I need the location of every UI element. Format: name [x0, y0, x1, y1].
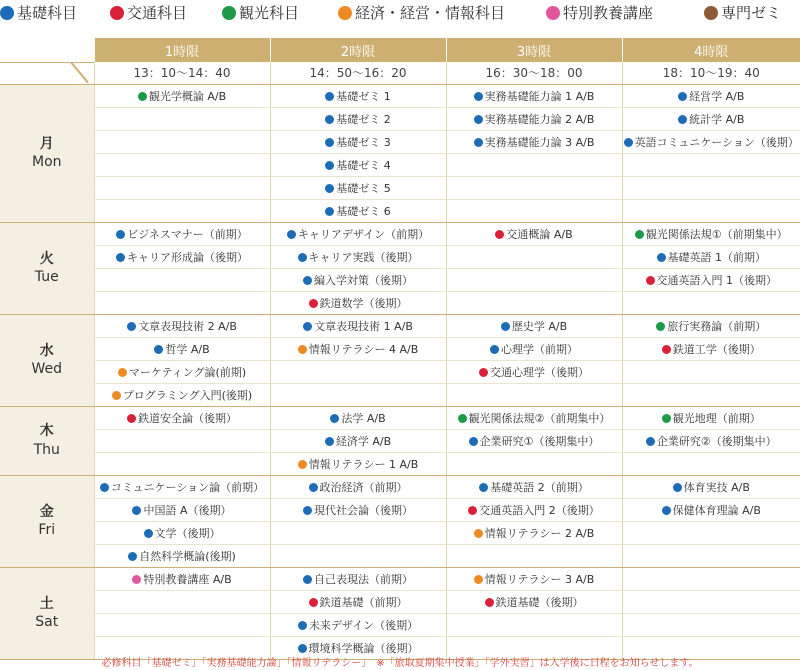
- course-cell: [446, 176, 622, 199]
- course-cell: [446, 268, 622, 291]
- blue-dot-icon: [624, 138, 633, 147]
- course-name: 体育実技 A/B: [683, 480, 750, 494]
- course-name: 観光学概論 A/B: [148, 89, 227, 103]
- course-cell: [622, 544, 800, 567]
- pink-dot-icon: [546, 6, 560, 20]
- day-row: [0, 199, 800, 222]
- day-kanji: 金: [39, 503, 54, 520]
- day-row: [0, 245, 800, 268]
- course-cell: [446, 199, 622, 222]
- legend-item: [0, 2, 77, 23]
- day-row: [0, 130, 800, 153]
- day-row: [0, 475, 800, 498]
- course-cell: [622, 521, 800, 544]
- course-cell: [446, 383, 622, 406]
- course-name: 中国語 A（後期）: [143, 503, 232, 517]
- green-dot-icon: [138, 92, 147, 101]
- course-cell: [622, 406, 800, 429]
- course-cell: [446, 314, 622, 337]
- course-cell: [270, 314, 446, 337]
- course-name: 哲学 A/B: [165, 342, 210, 356]
- red-dot-icon: [110, 6, 124, 20]
- course-name: 環境科学概論（後期）: [308, 641, 419, 655]
- day-row: [0, 406, 800, 429]
- green-dot-icon: [635, 230, 644, 239]
- day-row: [0, 383, 800, 406]
- course-cell: [446, 291, 622, 314]
- legend-item: [546, 2, 653, 23]
- course-cell: [270, 291, 446, 314]
- course-name: 文章表現技術 2 A/B: [138, 319, 237, 333]
- course-cell: [94, 452, 270, 475]
- day-label-cell: [0, 406, 94, 475]
- course-name: 特別教養講座 A/B: [143, 572, 232, 586]
- green-dot-icon: [656, 322, 665, 331]
- course-name: 保健体育理論 A/B: [672, 503, 761, 517]
- course-name: 実務基礎能力論 3 A/B: [484, 135, 595, 149]
- day-label-cell: [0, 314, 94, 406]
- course-cell: [270, 429, 446, 452]
- course-name: 企業研究②（後期集中）: [656, 434, 777, 448]
- period-3-time: 16：30〜18：00: [446, 62, 622, 84]
- red-dot-icon: [662, 345, 671, 354]
- corner-cell: [0, 38, 94, 62]
- course-name: 交通英語入門 2（後期）: [479, 503, 600, 517]
- day-english: Tue: [34, 269, 59, 285]
- course-cell: [94, 475, 270, 498]
- course-cell: [94, 222, 270, 245]
- course-cell: [270, 590, 446, 613]
- period-header-row: [0, 38, 800, 62]
- course-cell: [94, 107, 270, 130]
- course-cell: [270, 199, 446, 222]
- blue-dot-icon: [662, 506, 671, 515]
- blue-dot-icon: [474, 115, 483, 124]
- legend-label: 基礎科目: [17, 4, 78, 22]
- course-cell: [446, 613, 622, 636]
- course-name: 観光地理（前期）: [672, 411, 761, 425]
- course-name: マーケティング論(前期): [128, 365, 247, 379]
- period-4-time: 18：10〜19：40: [622, 62, 800, 84]
- course-cell: [94, 176, 270, 199]
- course-name: 実務基礎能力論 2 A/B: [484, 112, 595, 126]
- red-dot-icon: [646, 276, 655, 285]
- course-name: キャリアデザイン（前期）: [297, 227, 430, 241]
- course-cell: [622, 314, 800, 337]
- legend-item: [222, 2, 299, 23]
- orange-dot-icon: [474, 529, 483, 538]
- blue-dot-icon: [469, 437, 478, 446]
- blue-dot-icon: [646, 437, 655, 446]
- orange-dot-icon: [298, 460, 307, 469]
- day-label-cell: [0, 84, 94, 222]
- course-cell: [446, 521, 622, 544]
- course-cell: [94, 291, 270, 314]
- course-cell: [94, 498, 270, 521]
- day-label-cell: [0, 475, 94, 567]
- period-2-header: 2時限: [270, 38, 446, 62]
- legend-label: 交通科目: [127, 4, 188, 22]
- blue-dot-icon: [298, 621, 307, 630]
- course-cell: [446, 107, 622, 130]
- course-cell: [270, 406, 446, 429]
- course-cell: [622, 107, 800, 130]
- course-cell: [446, 222, 622, 245]
- day-english: Thu: [33, 441, 60, 458]
- course-cell: [94, 521, 270, 544]
- course-name: 基礎ゼミ 3: [336, 135, 391, 149]
- blue-dot-icon: [474, 138, 483, 147]
- course-name: 交通英語入門 1（後期）: [656, 273, 777, 287]
- course-name: 基礎英語 1（前期）: [667, 250, 766, 264]
- blue-dot-icon: [128, 552, 137, 561]
- course-cell: [622, 383, 800, 406]
- brown-dot-icon: [704, 6, 718, 20]
- course-name: 実務基礎能力論 1 A/B: [484, 89, 595, 103]
- blue-dot-icon: [325, 437, 334, 446]
- blue-dot-icon: [678, 115, 687, 124]
- blue-dot-icon: [490, 345, 499, 354]
- blue-dot-icon: [303, 276, 312, 285]
- course-cell: [270, 245, 446, 268]
- orange-dot-icon: [118, 368, 127, 377]
- course-name: 統計学 A/B: [689, 112, 745, 126]
- period-4-header: 4時限: [622, 38, 800, 62]
- course-name: 自己表現法（前期）: [314, 572, 413, 586]
- course-name: キャリア形成論（後期）: [127, 250, 248, 264]
- course-name: 文学（後期）: [154, 526, 221, 540]
- blue-dot-icon: [154, 345, 163, 354]
- course-cell: [270, 567, 446, 590]
- course-name: キャリア実践（後期）: [308, 250, 419, 264]
- blue-dot-icon: [116, 230, 125, 239]
- course-name: 英語コミュニケーション（後期）: [634, 135, 799, 149]
- orange-dot-icon: [338, 6, 352, 20]
- course-cell: [622, 337, 800, 360]
- course-cell: [270, 130, 446, 153]
- green-dot-icon: [458, 414, 467, 423]
- course-cell: [270, 107, 446, 130]
- course-cell: [622, 498, 800, 521]
- period-1-time: 13：10〜14：40: [94, 62, 270, 84]
- course-name: 基礎ゼミ 5: [336, 181, 391, 195]
- course-name: 情報リテラシー 1 A/B: [308, 457, 419, 471]
- day-row: [0, 544, 800, 567]
- day-kanji: 木: [39, 423, 54, 440]
- day-row: [0, 337, 800, 360]
- corner-cell-2: [0, 62, 94, 84]
- course-cell: [622, 199, 800, 222]
- green-dot-icon: [662, 414, 671, 423]
- course-cell: [94, 613, 270, 636]
- course-name: 観光関係法規①（前期集中）: [645, 227, 788, 241]
- blue-dot-icon: [325, 161, 334, 170]
- course-name: 情報リテラシー 4 A/B: [308, 342, 419, 356]
- subject-legend: [0, 0, 800, 26]
- course-name: 歴史学 A/B: [511, 319, 568, 333]
- course-name: 企業研究①（後期集中）: [479, 434, 600, 448]
- blue-dot-icon: [325, 115, 334, 124]
- day-english: Mon: [31, 154, 62, 170]
- day-row: [0, 153, 800, 176]
- course-cell: [94, 590, 270, 613]
- course-cell: [622, 613, 800, 636]
- course-cell: [446, 475, 622, 498]
- blue-dot-icon: [132, 506, 141, 515]
- course-name: 鉄道基礎（前期）: [319, 595, 408, 609]
- day-row: [0, 521, 800, 544]
- course-cell: [270, 222, 446, 245]
- course-cell: [94, 544, 270, 567]
- blue-dot-icon: [474, 92, 483, 101]
- course-cell: [446, 498, 622, 521]
- blue-dot-icon: [330, 414, 339, 423]
- course-name: 情報リテラシー 2 A/B: [484, 526, 595, 540]
- course-cell: [446, 337, 622, 360]
- course-cell: [270, 84, 446, 107]
- course-cell: [622, 222, 800, 245]
- course-cell: [94, 153, 270, 176]
- legend-label: 専門ゼミ: [721, 4, 782, 22]
- course-name: プログラミング入門(後期): [122, 388, 253, 402]
- course-cell: [622, 130, 800, 153]
- blue-dot-icon: [303, 575, 312, 584]
- course-name: 基礎ゼミ 4: [336, 158, 391, 172]
- course-cell: [94, 383, 270, 406]
- course-cell: [270, 613, 446, 636]
- blue-dot-icon: [673, 483, 682, 492]
- course-cell: [622, 291, 800, 314]
- course-cell: [270, 337, 446, 360]
- day-row: [0, 429, 800, 452]
- blue-dot-icon: [479, 483, 488, 492]
- day-row: [0, 314, 800, 337]
- course-name: 自然科学概論(後期): [139, 549, 236, 563]
- course-cell: [270, 383, 446, 406]
- course-cell: [270, 521, 446, 544]
- day-row: [0, 268, 800, 291]
- course-cell: [94, 406, 270, 429]
- blue-dot-icon: [127, 322, 136, 331]
- course-cell: [94, 360, 270, 383]
- course-name: 鉄道数学（後期）: [319, 296, 408, 310]
- course-cell: [622, 268, 800, 291]
- day-row: [0, 590, 800, 613]
- course-cell: [446, 429, 622, 452]
- blue-dot-icon: [325, 138, 334, 147]
- course-cell: [622, 452, 800, 475]
- course-cell: [94, 245, 270, 268]
- course-cell: [94, 337, 270, 360]
- course-cell: [94, 567, 270, 590]
- blue-dot-icon: [657, 253, 666, 262]
- red-dot-icon: [127, 414, 136, 423]
- day-kanji: 月: [39, 135, 54, 152]
- course-name: ビジネスマナー（前期）: [127, 227, 248, 241]
- blue-dot-icon: [303, 506, 312, 515]
- course-cell: [270, 360, 446, 383]
- course-name: 基礎ゼミ 1: [336, 89, 391, 103]
- footnote: 必修科目「基礎ゼミ」「実務基礎能力論」「情報リテラシー」 ※「旅取夏期集中授業」「学外実習」は入学後に日程をお知らせします。: [101, 658, 699, 669]
- course-cell: [622, 429, 800, 452]
- course-cell: [622, 245, 800, 268]
- course-name: 政治経済（前期）: [319, 480, 408, 494]
- course-cell: [622, 590, 800, 613]
- course-name: 観光関係法規②（前期集中）: [468, 411, 611, 425]
- course-cell: [446, 590, 622, 613]
- course-cell: [94, 84, 270, 107]
- course-name: 基礎ゼミ 2: [336, 112, 391, 126]
- day-row: [0, 222, 800, 245]
- legend-item: [338, 2, 505, 23]
- course-cell: [94, 429, 270, 452]
- blue-dot-icon: [287, 230, 296, 239]
- course-name: 旅行実務論（前期）: [667, 319, 767, 333]
- course-name: 鉄道安全論（後期）: [138, 411, 237, 425]
- course-cell: [622, 84, 800, 107]
- red-dot-icon: [485, 598, 494, 607]
- course-cell: [446, 360, 622, 383]
- day-row: [0, 360, 800, 383]
- course-cell: [446, 406, 622, 429]
- day-row: [0, 498, 800, 521]
- course-cell: [94, 130, 270, 153]
- day-row: [0, 567, 800, 590]
- course-cell: [622, 153, 800, 176]
- day-english: Wed: [31, 361, 63, 377]
- orange-dot-icon: [298, 345, 307, 354]
- blue-dot-icon: [303, 322, 312, 331]
- course-name: 鉄道基礎（後期）: [495, 595, 584, 609]
- course-name: 未来デザイン（後期）: [308, 618, 419, 632]
- course-name: 編入学対策（後期）: [314, 273, 413, 287]
- blue-dot-icon: [501, 322, 510, 331]
- course-cell: [446, 245, 622, 268]
- day-row: [0, 452, 800, 475]
- course-name: 基礎ゼミ 6: [336, 204, 391, 218]
- timetable-body: [0, 84, 800, 659]
- course-cell: [446, 153, 622, 176]
- course-name: 現代社会論（後期）: [314, 503, 413, 517]
- course-name: 情報リテラシー 3 A/B: [484, 572, 595, 586]
- red-dot-icon: [309, 598, 318, 607]
- blue-dot-icon: [0, 6, 14, 20]
- period-2-time: 14：50〜16：20: [270, 62, 446, 84]
- day-kanji: 水: [39, 342, 54, 359]
- day-row: [0, 176, 800, 199]
- red-dot-icon: [479, 368, 488, 377]
- day-row: [0, 291, 800, 314]
- orange-dot-icon: [112, 391, 121, 400]
- day-row: [0, 84, 800, 107]
- red-dot-icon: [495, 230, 504, 239]
- course-cell: [270, 498, 446, 521]
- course-name: 交通心理学（後期）: [490, 365, 589, 379]
- day-row: [0, 107, 800, 130]
- course-cell: [270, 452, 446, 475]
- course-cell: [94, 314, 270, 337]
- course-cell: [270, 268, 446, 291]
- day-label-cell: [0, 222, 94, 314]
- period-1-header: 1時限: [94, 38, 270, 62]
- legend-item: [704, 2, 781, 23]
- pink-dot-icon: [132, 575, 141, 584]
- legend-item: [110, 2, 187, 23]
- blue-dot-icon: [678, 92, 687, 101]
- course-cell: [446, 567, 622, 590]
- course-name: 心理学（前期）: [501, 342, 578, 356]
- day-english: Sat: [35, 614, 59, 630]
- course-name: 基礎英語 2（前期）: [490, 480, 589, 494]
- course-name: 文章表現技術 1 A/B: [314, 319, 413, 333]
- course-name: 経営学 A/B: [689, 89, 745, 103]
- blue-dot-icon: [298, 253, 307, 262]
- blue-dot-icon: [325, 207, 334, 216]
- course-cell: [94, 268, 270, 291]
- course-cell: [622, 360, 800, 383]
- course-cell: [270, 153, 446, 176]
- period-3-header: 3時限: [446, 38, 622, 62]
- blue-dot-icon: [144, 529, 153, 538]
- course-name: 経済学 A/B: [335, 434, 392, 448]
- red-dot-icon: [468, 506, 477, 515]
- legend-label: 特別教養講座: [563, 4, 654, 22]
- course-name: 交通概論 A/B: [506, 227, 573, 241]
- day-kanji: 火: [39, 250, 54, 267]
- day-english: Fri: [38, 522, 56, 538]
- blue-dot-icon: [325, 184, 334, 193]
- course-cell: [622, 475, 800, 498]
- day-kanji: 土: [39, 595, 54, 612]
- day-label-cell: [0, 567, 94, 659]
- blue-dot-icon: [309, 483, 318, 492]
- course-cell: [270, 176, 446, 199]
- red-dot-icon: [309, 299, 318, 308]
- course-name: コミュニケーション論（前期）: [110, 480, 265, 494]
- blue-dot-icon: [116, 253, 125, 262]
- course-cell: [446, 84, 622, 107]
- timetable: [0, 38, 800, 660]
- blue-dot-icon: [100, 483, 109, 492]
- course-name: 鉄道工学（後期）: [672, 342, 761, 356]
- course-cell: [622, 567, 800, 590]
- course-cell: [94, 199, 270, 222]
- course-cell: [270, 475, 446, 498]
- day-row: [0, 613, 800, 636]
- blue-dot-icon: [325, 92, 334, 101]
- course-cell: [446, 130, 622, 153]
- legend-label: 経済・経営・情報科目: [355, 4, 506, 22]
- course-cell: [622, 176, 800, 199]
- course-name: 法学 A/B: [341, 411, 386, 425]
- legend-label: 観光科目: [239, 4, 300, 22]
- course-cell: [270, 544, 446, 567]
- period-time-row: [0, 62, 800, 84]
- orange-dot-icon: [474, 575, 483, 584]
- course-cell: [446, 452, 622, 475]
- green-dot-icon: [222, 6, 236, 20]
- blue-dot-icon: [298, 644, 307, 653]
- course-cell: [446, 544, 622, 567]
